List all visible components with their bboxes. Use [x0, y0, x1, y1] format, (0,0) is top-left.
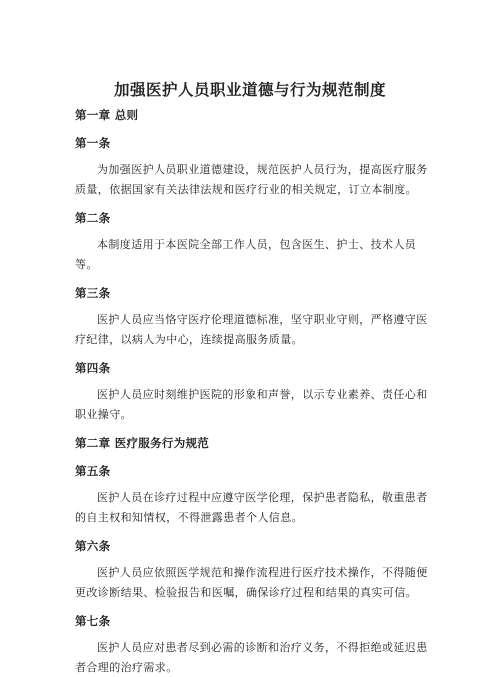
chapter-heading: 第二章 医疗服务行为规范 — [75, 436, 210, 450]
article-heading: 第六条 — [75, 539, 111, 553]
article-heading: 第二条 — [75, 211, 111, 225]
article-text: 医护人员在诊疗过程中应遵守医学伦理，保护患者隐私，敬重患者的自主权和知情权，不得泄露患者个人信息。 — [75, 491, 428, 524]
chapter-heading: 第一章 总则 — [75, 108, 139, 122]
document-body — [75, 106, 429, 677]
article-heading: 第一条 — [75, 136, 111, 150]
article-heading: 第四条 — [75, 361, 111, 375]
article-text: 为加强医护人员职业道德建设，规范医护人员行为，提高医疗服务质量，依据国家有关法律法规和医疗行业的相关规定，订立本制度。 — [75, 163, 428, 196]
article-text: 医护人员应对患者尽到必需的诊断和治疗义务，不得拒绝或延迟患者合理的治疗需求。 — [75, 641, 428, 674]
article-text: 医护人员应当恪守医疗伦理道德标准，坚守职业守则，严格遵守医疗纪律，以病人为中心，连续提高服务质量。 — [75, 313, 428, 346]
article-text: 医护人员应时刻维护医院的形象和声誉，以示专业素养、责任心和职业操守。 — [75, 388, 428, 421]
article-heading: 第七条 — [75, 614, 111, 628]
article-heading: 第三条 — [75, 286, 111, 300]
article-heading: 第五条 — [75, 464, 111, 478]
article-text: 本制度适用于本医院全部工作人员，包含医生、护士、技术人员等。 — [75, 238, 417, 271]
document-title: 加强医护人员职业道德与行为规范制度 — [113, 80, 386, 99]
article-text: 医护人员应依照医学规范和操作流程进行医疗技术操作，不得随便更改诊断结果、检验报告和医嘱，确保诊疗过程和结果的真实可信。 — [75, 566, 428, 599]
